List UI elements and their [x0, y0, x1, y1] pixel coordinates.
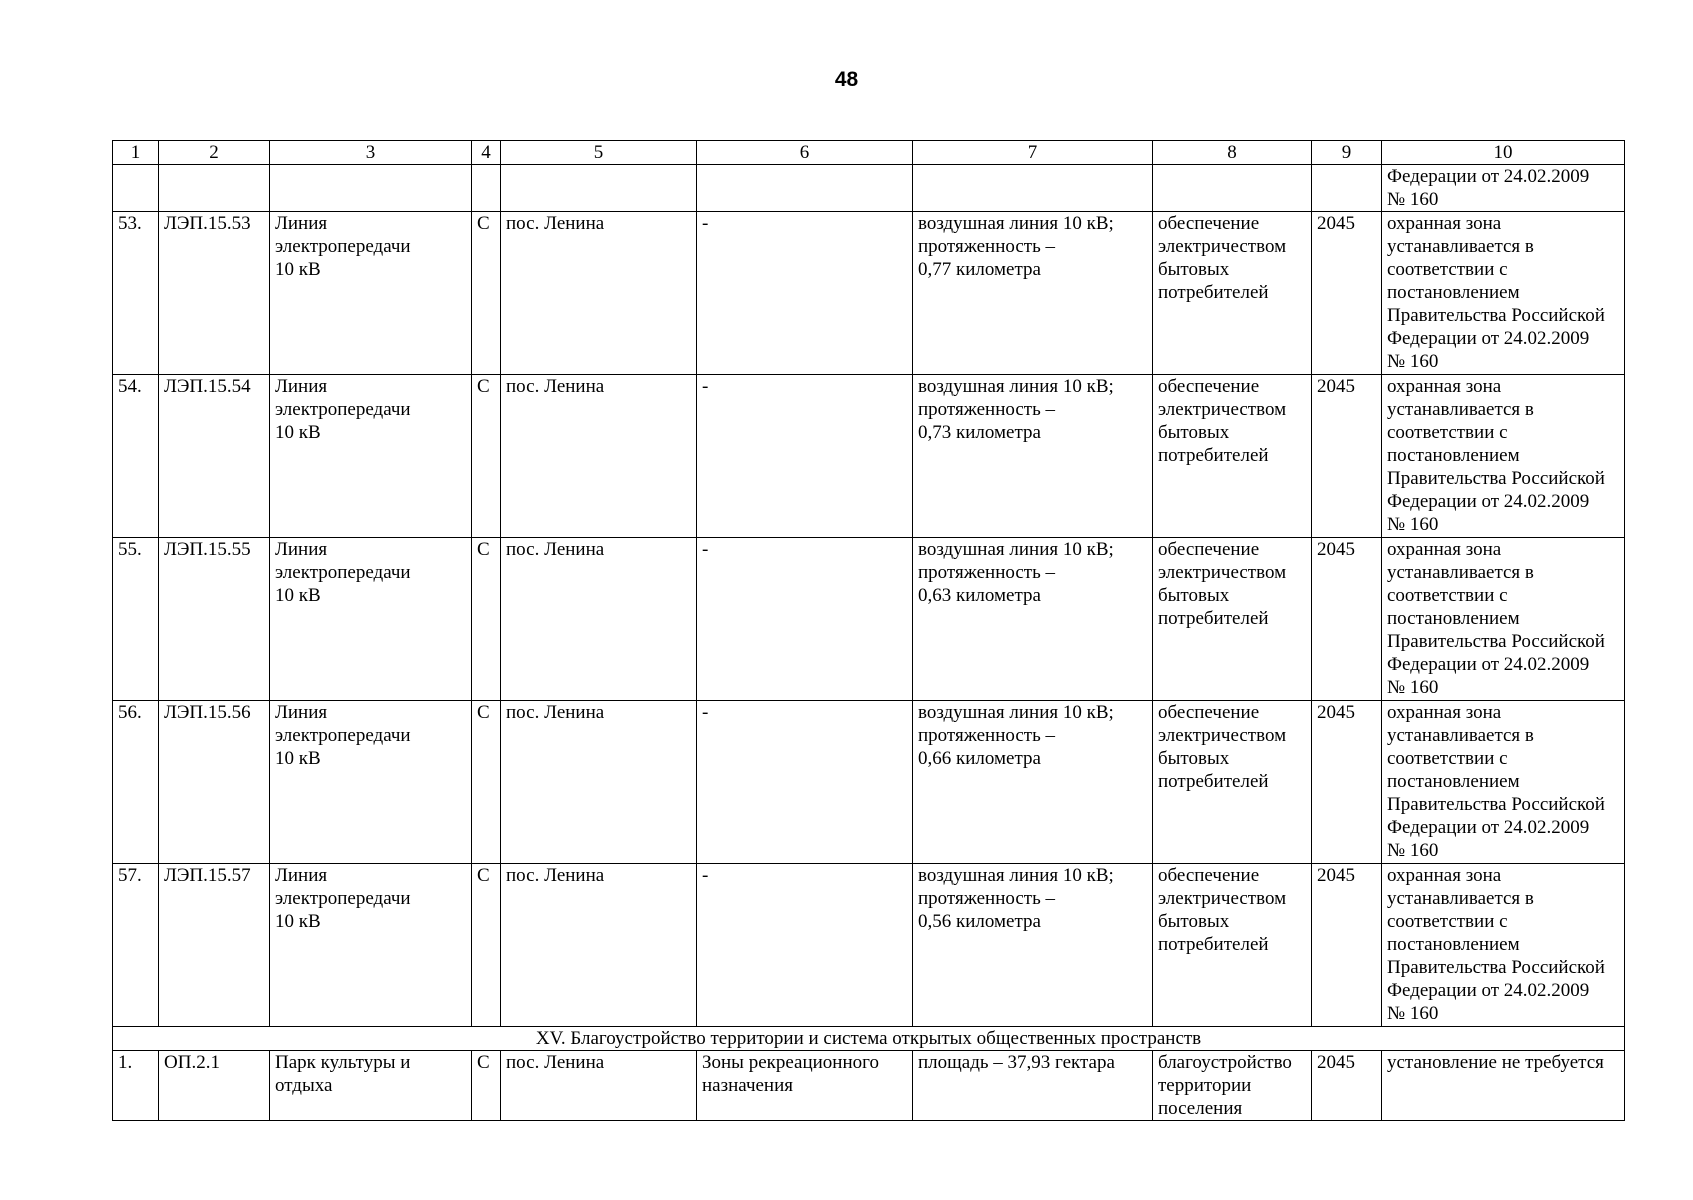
- functional-zone: [697, 1051, 913, 1121]
- row-number: 53.: [113, 212, 159, 375]
- text-line: соответствии с: [1387, 911, 1508, 932]
- table-row: [113, 538, 1625, 701]
- text-line: электричеством: [1158, 236, 1287, 257]
- functional-zone: [697, 864, 913, 1027]
- text-line: электричеством: [1158, 888, 1287, 909]
- text-line: бытовых: [1158, 748, 1230, 769]
- table-cell: [1312, 165, 1382, 212]
- table-row: [113, 1051, 1625, 1121]
- text-line: устанавливается в: [1387, 399, 1534, 420]
- implementation-year: 2045: [1312, 375, 1382, 538]
- note-cell: [1382, 701, 1625, 864]
- text-line: охранная зона: [1387, 702, 1502, 723]
- text-line: назначения: [702, 1075, 794, 1096]
- text-line: Правительства Российской: [1387, 305, 1605, 326]
- column-number: 6: [697, 141, 913, 165]
- text-line: соответствии с: [1387, 748, 1508, 769]
- object-name: [270, 212, 472, 375]
- text-line: 10 кВ: [275, 259, 321, 280]
- column-number: 5: [501, 141, 697, 165]
- table-cell: [1153, 165, 1312, 212]
- text-line: устанавливается в: [1387, 562, 1534, 583]
- row-number: 1.: [113, 1051, 159, 1121]
- text-line: поселения: [1158, 1098, 1243, 1119]
- text-line: 0,73 километра: [918, 422, 1041, 443]
- text-line: Линия: [275, 376, 328, 397]
- table-cell: [159, 165, 270, 212]
- object-purpose: [1153, 1051, 1312, 1121]
- table-cell: [913, 165, 1153, 212]
- text-line: бытовых: [1158, 911, 1230, 932]
- note-cell: [1382, 212, 1625, 375]
- column-number: 8: [1153, 141, 1312, 165]
- table-cell: [501, 165, 697, 212]
- text-line: постановлением: [1387, 608, 1520, 629]
- object-characteristics: [913, 538, 1153, 701]
- text-line: устанавливается в: [1387, 888, 1534, 909]
- continued-row: [113, 165, 1625, 212]
- object-code: ЛЭП.15.55: [159, 538, 270, 701]
- note-cell: [1382, 165, 1625, 212]
- object-code: ЛЭП.15.56: [159, 701, 270, 864]
- text-line: 10 кВ: [275, 748, 321, 769]
- text-line: № 160: [1387, 677, 1439, 698]
- text-line: электропередачи: [275, 399, 411, 420]
- text-line: Правительства Российской: [1387, 468, 1605, 489]
- text-line: охранная зона: [1387, 213, 1502, 234]
- text-line: Правительства Российской: [1387, 631, 1605, 652]
- text-line: № 160: [1387, 1003, 1439, 1024]
- object-location: пос. Ленина: [501, 701, 697, 864]
- text-line: соответствии с: [1387, 259, 1508, 280]
- text-line: Линия: [275, 539, 328, 560]
- text-line: бытовых: [1158, 422, 1230, 443]
- implementation-year: 2045: [1312, 864, 1382, 1027]
- object-purpose: [1153, 701, 1312, 864]
- object-purpose: [1153, 375, 1312, 538]
- implementation-year: 2045: [1312, 1051, 1382, 1121]
- section-header-row: [113, 1027, 1625, 1051]
- text-line: постановлением: [1387, 771, 1520, 792]
- text-line: потребителей: [1158, 445, 1269, 466]
- text-line: соответствии с: [1387, 422, 1508, 443]
- functional-zone: [697, 538, 913, 701]
- object-location: пос. Ленина: [501, 1051, 697, 1121]
- text-line: Федерации от 24.02.2009: [1387, 654, 1590, 675]
- text-line: потребителей: [1158, 771, 1269, 792]
- text-line: 0,77 километра: [918, 259, 1041, 280]
- text-line: электричеством: [1158, 399, 1287, 420]
- text-line: 0,56 километра: [918, 911, 1041, 932]
- column-number: 2: [159, 141, 270, 165]
- text-line: электричеством: [1158, 562, 1287, 583]
- column-number: 10: [1382, 141, 1625, 165]
- register-table: [112, 140, 1625, 1121]
- note-cell: [1382, 1051, 1625, 1121]
- page-number: 48: [834, 68, 859, 91]
- object-code: ЛЭП.15.57: [159, 864, 270, 1027]
- row-number: 56.: [113, 701, 159, 864]
- text-line: Парк культуры и: [275, 1052, 411, 1073]
- row-number: 54.: [113, 375, 159, 538]
- text-line: № 160: [1387, 351, 1439, 372]
- object-name: [270, 701, 472, 864]
- text-line: электропередачи: [275, 236, 411, 257]
- object-characteristics: [913, 701, 1153, 864]
- text-line: 10 кВ: [275, 585, 321, 606]
- object-purpose: [1153, 212, 1312, 375]
- object-location: пос. Ленина: [501, 864, 697, 1027]
- text-line: обеспечение: [1158, 539, 1260, 560]
- object-name: [270, 538, 472, 701]
- text-line: протяженность –: [918, 888, 1055, 909]
- text-line: -: [702, 213, 709, 234]
- object-name: [270, 864, 472, 1027]
- column-number: 4: [472, 141, 501, 165]
- object-characteristics: [913, 212, 1153, 375]
- text-line: Линия: [275, 213, 328, 234]
- note-cell: [1382, 864, 1625, 1027]
- row-number: 55.: [113, 538, 159, 701]
- table-cell: [697, 165, 913, 212]
- object-status: С: [472, 538, 501, 701]
- implementation-year: 2045: [1312, 701, 1382, 864]
- text-line: Правительства Российской: [1387, 794, 1605, 815]
- implementation-year: 2045: [1312, 538, 1382, 701]
- text-line: обеспечение: [1158, 376, 1260, 397]
- text-line: № 160: [1387, 189, 1439, 210]
- text-line: обеспечение: [1158, 865, 1260, 886]
- implementation-year: 2045: [1312, 212, 1382, 375]
- table-row: [113, 375, 1625, 538]
- text-line: 0,63 километра: [918, 585, 1041, 606]
- note-cell: [1382, 375, 1625, 538]
- section-title: XV. Благоустройство территории и система открытых общественных пространств: [113, 1027, 1625, 1051]
- object-status: С: [472, 1051, 501, 1121]
- text-line: охранная зона: [1387, 376, 1502, 397]
- text-line: Зоны рекреационного: [702, 1052, 879, 1073]
- text-line: бытовых: [1158, 259, 1230, 280]
- functional-zone: [697, 701, 913, 864]
- object-purpose: [1153, 864, 1312, 1027]
- text-line: охранная зона: [1387, 865, 1502, 886]
- text-line: протяженность –: [918, 725, 1055, 746]
- text-line: воздушная линия 10 кВ;: [918, 376, 1114, 397]
- object-status: С: [472, 864, 501, 1027]
- text-line: устанавливается в: [1387, 236, 1534, 257]
- text-line: протяженность –: [918, 236, 1055, 257]
- text-line: электропередачи: [275, 562, 411, 583]
- table-body: [113, 141, 1625, 1121]
- text-line: Федерации от 24.02.2009: [1387, 328, 1590, 349]
- text-line: потребителей: [1158, 608, 1269, 629]
- text-line: устанавливается в: [1387, 725, 1534, 746]
- text-line: Федерации от 24.02.2009: [1387, 491, 1590, 512]
- text-line: 10 кВ: [275, 422, 321, 443]
- text-line: обеспечение: [1158, 213, 1260, 234]
- note-cell: [1382, 538, 1625, 701]
- text-line: № 160: [1387, 514, 1439, 535]
- text-line: благоустройство: [1158, 1052, 1292, 1073]
- column-number: 7: [913, 141, 1153, 165]
- object-code: ЛЭП.15.53: [159, 212, 270, 375]
- table-row: [113, 701, 1625, 864]
- text-line: установление не требуется: [1387, 1052, 1604, 1073]
- text-line: охранная зона: [1387, 539, 1502, 560]
- text-line: потребителей: [1158, 282, 1269, 303]
- text-line: постановлением: [1387, 282, 1520, 303]
- object-status: С: [472, 212, 501, 375]
- text-line: Федерации от 24.02.2009: [1387, 817, 1590, 838]
- text-line: постановлением: [1387, 445, 1520, 466]
- text-line: воздушная линия 10 кВ;: [918, 213, 1114, 234]
- object-code: ОП.2.1: [159, 1051, 270, 1121]
- object-status: С: [472, 375, 501, 538]
- object-name: [270, 375, 472, 538]
- text-line: постановлением: [1387, 934, 1520, 955]
- object-characteristics: [913, 864, 1153, 1027]
- text-line: воздушная линия 10 кВ;: [918, 702, 1114, 723]
- text-line: отдыха: [275, 1075, 333, 1096]
- text-line: Линия: [275, 702, 328, 723]
- text-line: соответствии с: [1387, 585, 1508, 606]
- text-line: 0,66 километра: [918, 748, 1041, 769]
- text-line: -: [702, 539, 709, 560]
- column-number: 9: [1312, 141, 1382, 165]
- table-row: [113, 864, 1625, 1027]
- text-line: Правительства Российской: [1387, 957, 1605, 978]
- object-code: ЛЭП.15.54: [159, 375, 270, 538]
- text-line: Федерации от 24.02.2009: [1387, 980, 1590, 1001]
- text-line: № 160: [1387, 840, 1439, 861]
- object-characteristics: [913, 1051, 1153, 1121]
- text-line: обеспечение: [1158, 702, 1260, 723]
- text-line: площадь – 37,93 гектара: [918, 1052, 1115, 1073]
- object-purpose: [1153, 538, 1312, 701]
- functional-zone: [697, 212, 913, 375]
- text-line: электричеством: [1158, 725, 1287, 746]
- text-line: электропередачи: [275, 888, 411, 909]
- text-line: Федерации от 24.02.2009: [1387, 166, 1590, 187]
- text-line: бытовых: [1158, 585, 1230, 606]
- object-location: пос. Ленина: [501, 538, 697, 701]
- text-line: -: [702, 865, 709, 886]
- table-cell: [113, 165, 159, 212]
- text-line: -: [702, 376, 709, 397]
- table-cell: [270, 165, 472, 212]
- object-characteristics: [913, 375, 1153, 538]
- object-name: [270, 1051, 472, 1121]
- object-status: С: [472, 701, 501, 864]
- text-line: территории: [1158, 1075, 1252, 1096]
- object-location: пос. Ленина: [501, 212, 697, 375]
- text-line: воздушная линия 10 кВ;: [918, 865, 1114, 886]
- row-number: 57.: [113, 864, 159, 1027]
- column-number: 1: [113, 141, 159, 165]
- text-line: протяженность –: [918, 562, 1055, 583]
- text-line: воздушная линия 10 кВ;: [918, 539, 1114, 560]
- text-line: Линия: [275, 865, 328, 886]
- functional-zone: [697, 375, 913, 538]
- table-cell: [472, 165, 501, 212]
- column-number-row: [113, 141, 1625, 165]
- object-location: пос. Ленина: [501, 375, 697, 538]
- text-line: потребителей: [1158, 934, 1269, 955]
- text-line: электропередачи: [275, 725, 411, 746]
- text-line: протяженность –: [918, 399, 1055, 420]
- text-line: 10 кВ: [275, 911, 321, 932]
- text-line: -: [702, 702, 709, 723]
- column-number: 3: [270, 141, 472, 165]
- table-row: [113, 212, 1625, 375]
